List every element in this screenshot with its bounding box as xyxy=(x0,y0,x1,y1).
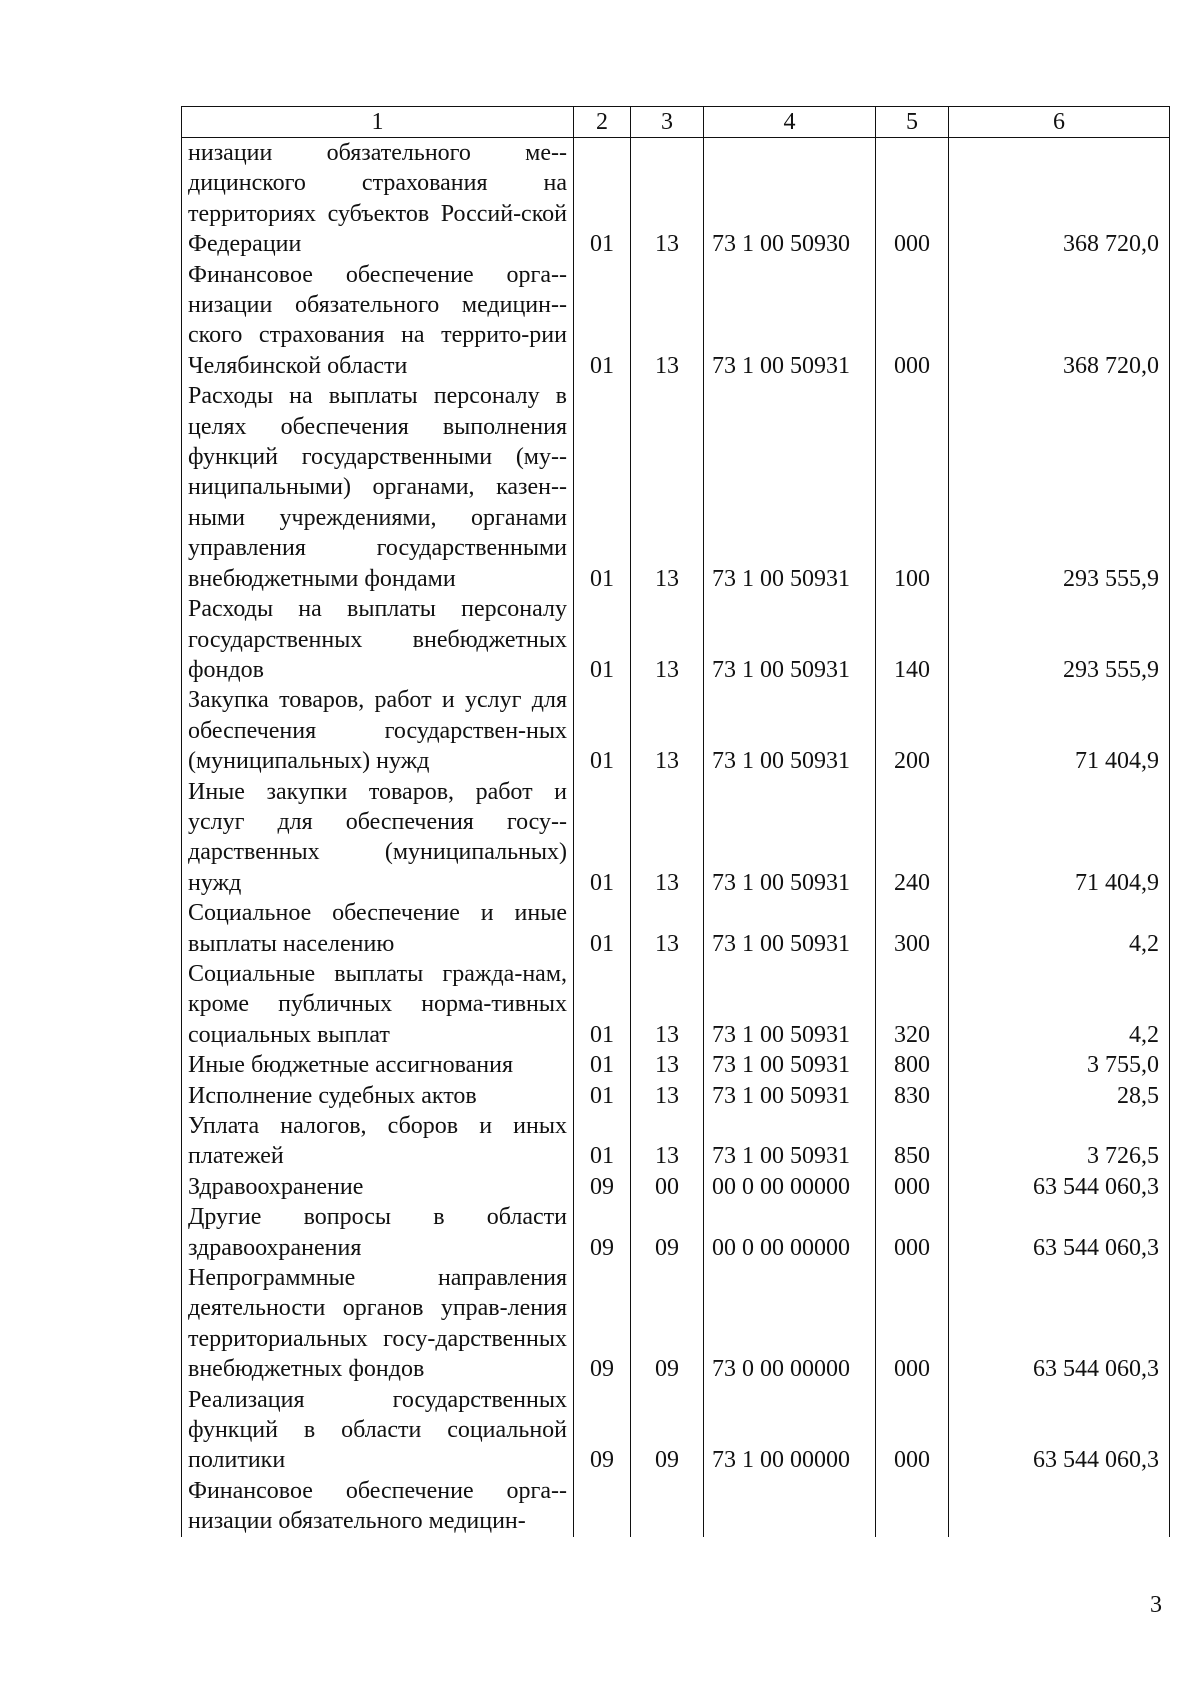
expense-name-cell: Расходы на выплаты персоналу в целях обеспечения выполнения функций государственными (му-ниципальными) органами, казен-ными учреждениями, органами управления государственными внебюджетными фондами xyxy=(182,381,574,594)
expense-type-cell: 140 xyxy=(876,594,949,685)
expense-type-cell: 850 xyxy=(876,1111,949,1172)
expense-type-cell: 240 xyxy=(876,777,949,899)
table-row xyxy=(182,1081,1170,1111)
target-article-cell: 73 1 00 50931 xyxy=(704,260,876,382)
section-code-cell: 09 xyxy=(574,1172,631,1202)
table-row xyxy=(182,898,1170,959)
section-code-cell: 01 xyxy=(574,898,631,959)
expense-name-cell: Здравоохранение xyxy=(182,1172,574,1202)
table-row xyxy=(182,1385,1170,1476)
expense-name-cell: Закупка товаров, работ и услуг для обеспечения государствен-ных (муниципальных) нужд xyxy=(182,685,574,776)
section-code-cell: 01 xyxy=(574,685,631,776)
subsection-code-cell: 13 xyxy=(631,381,704,594)
table-row xyxy=(182,1202,1170,1263)
section-code-cell: 01 xyxy=(574,138,631,260)
expense-name-cell: Уплата налогов, сборов и иных платежей xyxy=(182,1111,574,1172)
section-code-cell: 01 xyxy=(574,260,631,382)
column-header: 5 xyxy=(876,107,949,138)
subsection-code-cell: 13 xyxy=(631,959,704,1050)
column-header: 1 xyxy=(182,107,574,138)
amount-cell: 71 404,9 xyxy=(949,685,1170,776)
subsection-code-cell: 00 xyxy=(631,1172,704,1202)
expense-type-cell: 000 xyxy=(876,1202,949,1263)
section-code-cell: 01 xyxy=(574,1111,631,1172)
expense-type-cell: 800 xyxy=(876,1050,949,1080)
expense-type-cell: 000 xyxy=(876,1263,949,1385)
target-article-cell: 73 0 00 00000 xyxy=(704,1263,876,1385)
section-code-cell: 01 xyxy=(574,777,631,899)
subsection-code-cell: 13 xyxy=(631,777,704,899)
expense-type-cell: 100 xyxy=(876,381,949,594)
table-row xyxy=(182,594,1170,685)
section-code-cell xyxy=(574,1476,631,1537)
section-code-cell: 09 xyxy=(574,1202,631,1263)
subsection-code-cell: 13 xyxy=(631,260,704,382)
section-code-cell: 01 xyxy=(574,1081,631,1111)
expense-type-cell: 200 xyxy=(876,685,949,776)
table-row xyxy=(182,138,1170,260)
subsection-code-cell xyxy=(631,1476,704,1537)
subsection-code-cell: 13 xyxy=(631,898,704,959)
table-row xyxy=(182,959,1170,1050)
target-article-cell: 73 1 00 50931 xyxy=(704,685,876,776)
expense-name-cell: Реализация государственных функций в области социальной политики xyxy=(182,1385,574,1476)
expense-type-cell: 300 xyxy=(876,898,949,959)
expense-type-cell: 000 xyxy=(876,1385,949,1476)
column-header: 3 xyxy=(631,107,704,138)
target-article-cell: 73 1 00 50931 xyxy=(704,1081,876,1111)
section-code-cell: 01 xyxy=(574,959,631,1050)
amount-cell: 293 555,9 xyxy=(949,381,1170,594)
section-code-cell: 01 xyxy=(574,594,631,685)
page-number: 3 xyxy=(1150,1592,1162,1618)
amount-cell: 63 544 060,3 xyxy=(949,1172,1170,1202)
amount-cell: 28,5 xyxy=(949,1081,1170,1111)
amount-cell: 63 544 060,3 xyxy=(949,1385,1170,1476)
subsection-code-cell: 13 xyxy=(631,138,704,260)
table-row xyxy=(182,1476,1170,1537)
table-row xyxy=(182,1111,1170,1172)
expense-type-cell: 320 xyxy=(876,959,949,1050)
expense-name-cell: Непрограммные направления деятельности органов управ-ления территориальных госу-дарственных внебюджетных фондов xyxy=(182,1263,574,1385)
table-row xyxy=(182,1263,1170,1385)
amount-cell: 63 544 060,3 xyxy=(949,1263,1170,1385)
amount-cell: 71 404,9 xyxy=(949,777,1170,899)
expense-name-cell: Социальные выплаты гражда-нам, кроме публичных норма-тивных социальных выплат xyxy=(182,959,574,1050)
target-article-cell: 73 1 00 50931 xyxy=(704,1111,876,1172)
expense-name-cell: Иные закупки товаров, работ и услуг для обеспечения госу-дарственных (муниципальных) нужд xyxy=(182,777,574,899)
expense-type-cell: 830 xyxy=(876,1081,949,1111)
expense-type-cell xyxy=(876,1476,949,1537)
subsection-code-cell: 13 xyxy=(631,1081,704,1111)
table-row xyxy=(182,777,1170,899)
section-code-cell: 01 xyxy=(574,1050,631,1080)
column-header: 6 xyxy=(949,107,1170,138)
target-article-cell: 73 1 00 00000 xyxy=(704,1385,876,1476)
section-code-cell: 09 xyxy=(574,1263,631,1385)
subsection-code-cell: 13 xyxy=(631,1050,704,1080)
target-article-cell: 00 0 00 00000 xyxy=(704,1202,876,1263)
target-article-cell: 73 1 00 50931 xyxy=(704,959,876,1050)
amount-cell: 4,2 xyxy=(949,959,1170,1050)
amount-cell: 3 726,5 xyxy=(949,1111,1170,1172)
amount-cell: 4,2 xyxy=(949,898,1170,959)
expense-name-cell: Финансовое обеспечение орга-низации обязательного медицин-ского страхования на террито-рии Челябинской области xyxy=(182,260,574,382)
expense-name-cell: низации обязательного ме-дицинского страхования на территориях субъектов Россий-ской Федерации xyxy=(182,138,574,260)
amount-cell: 3 755,0 xyxy=(949,1050,1170,1080)
subsection-code-cell: 13 xyxy=(631,1111,704,1172)
amount-cell: 293 555,9 xyxy=(949,594,1170,685)
amount-cell: 63 544 060,3 xyxy=(949,1202,1170,1263)
table-header xyxy=(182,107,1170,138)
expense-name-cell: Исполнение судебных актов xyxy=(182,1081,574,1111)
target-article-cell xyxy=(704,1476,876,1537)
expense-name-cell: Другие вопросы в области здравоохранения xyxy=(182,1202,574,1263)
column-header: 2 xyxy=(574,107,631,138)
expense-type-cell: 000 xyxy=(876,138,949,260)
subsection-code-cell: 09 xyxy=(631,1263,704,1385)
table-row xyxy=(182,685,1170,776)
table-row xyxy=(182,1172,1170,1202)
table-row xyxy=(182,381,1170,594)
expense-name-cell: Социальное обеспечение и иные выплаты населению xyxy=(182,898,574,959)
section-code-cell: 09 xyxy=(574,1385,631,1476)
subsection-code-cell: 13 xyxy=(631,685,704,776)
target-article-cell: 73 1 00 50931 xyxy=(704,777,876,899)
target-article-cell: 73 1 00 50931 xyxy=(704,898,876,959)
target-article-cell: 00 0 00 00000 xyxy=(704,1172,876,1202)
target-article-cell: 73 1 00 50931 xyxy=(704,594,876,685)
expense-name-cell: Расходы на выплаты персоналу государственных внебюджетных фондов xyxy=(182,594,574,685)
expense-type-cell: 000 xyxy=(876,1172,949,1202)
expense-name-cell: Финансовое обеспечение орга-низации обязательного медицин- xyxy=(182,1476,574,1537)
subsection-code-cell: 13 xyxy=(631,594,704,685)
target-article-cell: 73 1 00 50931 xyxy=(704,381,876,594)
amount-cell: 368 720,0 xyxy=(949,260,1170,382)
section-code-cell: 01 xyxy=(574,381,631,594)
subsection-code-cell: 09 xyxy=(631,1385,704,1476)
table-body xyxy=(182,138,1170,1537)
expense-type-cell: 000 xyxy=(876,260,949,382)
table-row xyxy=(182,1050,1170,1080)
subsection-code-cell: 09 xyxy=(631,1202,704,1263)
target-article-cell: 73 1 00 50930 xyxy=(704,138,876,260)
expense-name-cell: Иные бюджетные ассигнования xyxy=(182,1050,574,1080)
amount-cell: 368 720,0 xyxy=(949,138,1170,260)
amount-cell xyxy=(949,1476,1170,1537)
column-header: 4 xyxy=(704,107,876,138)
table-row xyxy=(182,260,1170,382)
target-article-cell: 73 1 00 50931 xyxy=(704,1050,876,1080)
header-row xyxy=(182,107,1170,138)
budget-table xyxy=(181,106,1170,1537)
